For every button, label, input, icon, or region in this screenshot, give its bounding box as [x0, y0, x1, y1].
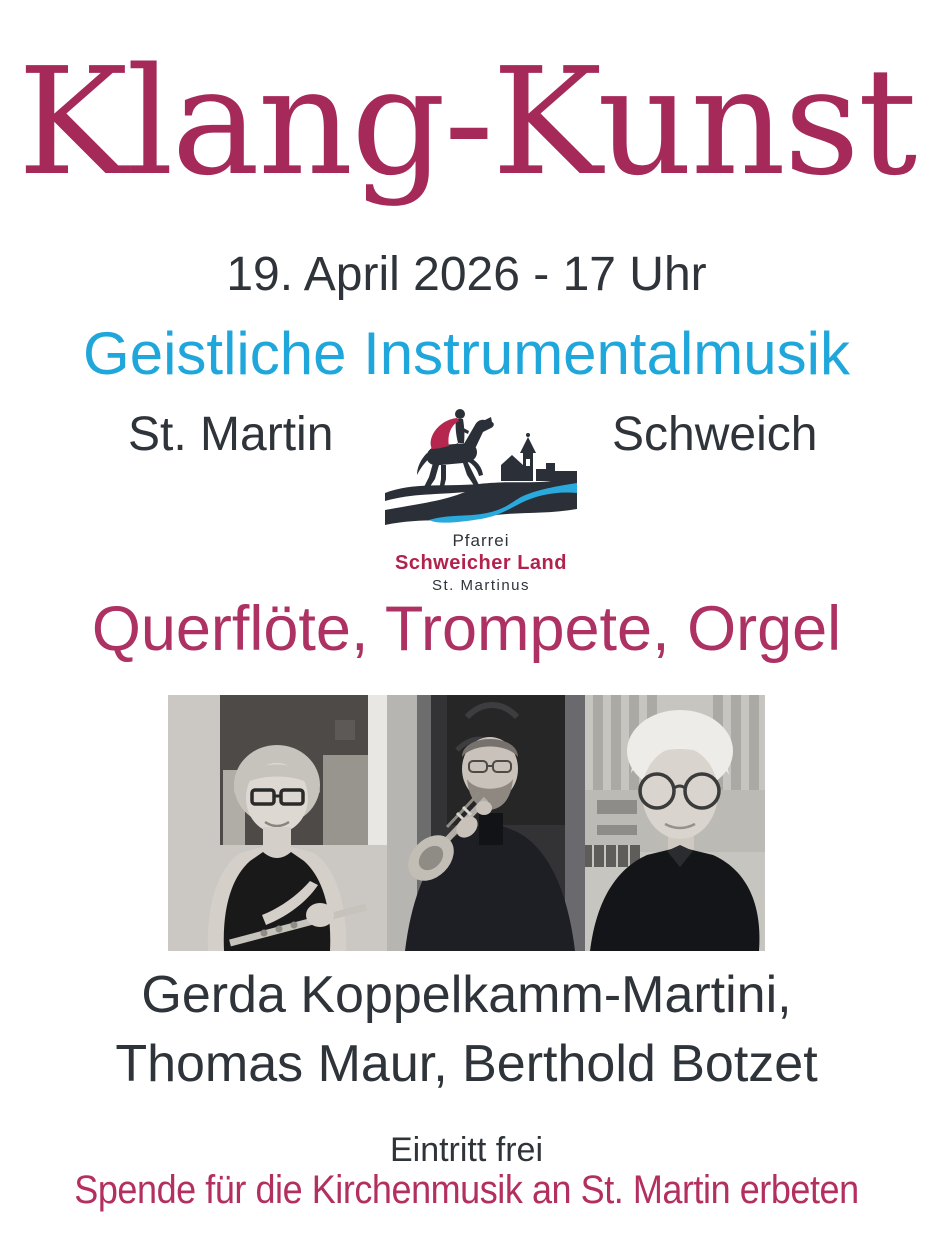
logo-pfarrei-label: Pfarrei: [452, 531, 510, 550]
performer-photos: [168, 695, 765, 951]
date-line: 19. April 2026 - 17 Uhr: [226, 248, 707, 301]
instruments-line: Querflöte, Trompete, Orgel: [91, 594, 842, 664]
subtitle: Geistliche Instrumentalmusik: [83, 320, 850, 387]
trumpeter-photo: [387, 695, 585, 951]
venue-right-label: Schweich: [612, 408, 818, 461]
flutist-photo: [168, 695, 387, 951]
logo-st-martinus-label: St. Martinus: [431, 577, 531, 594]
performer-names: [0, 961, 933, 1099]
church-silhouette: [501, 433, 577, 481]
performer-names-line2: Thomas Maur, Berthold Botzet: [115, 1035, 818, 1093]
organist-photo: [585, 695, 765, 951]
venue-left-label: St. Martin: [128, 408, 334, 461]
horse-and-rider-icon: [417, 409, 494, 491]
logo-schweicher-land-label: Schweicher Land: [395, 552, 567, 574]
poster-title: Klang-Kunst: [17, 36, 916, 208]
parish-logo-graphic: [383, 397, 579, 529]
parish-logo: [383, 397, 579, 593]
admission-line: Eintritt frei: [389, 1131, 544, 1169]
donation-line: Spende für die Kirchenmusik an St. Martin erbeten: [74, 1168, 859, 1212]
performer-names-line1: Gerda Koppelkamm-Martini,: [141, 966, 792, 1024]
